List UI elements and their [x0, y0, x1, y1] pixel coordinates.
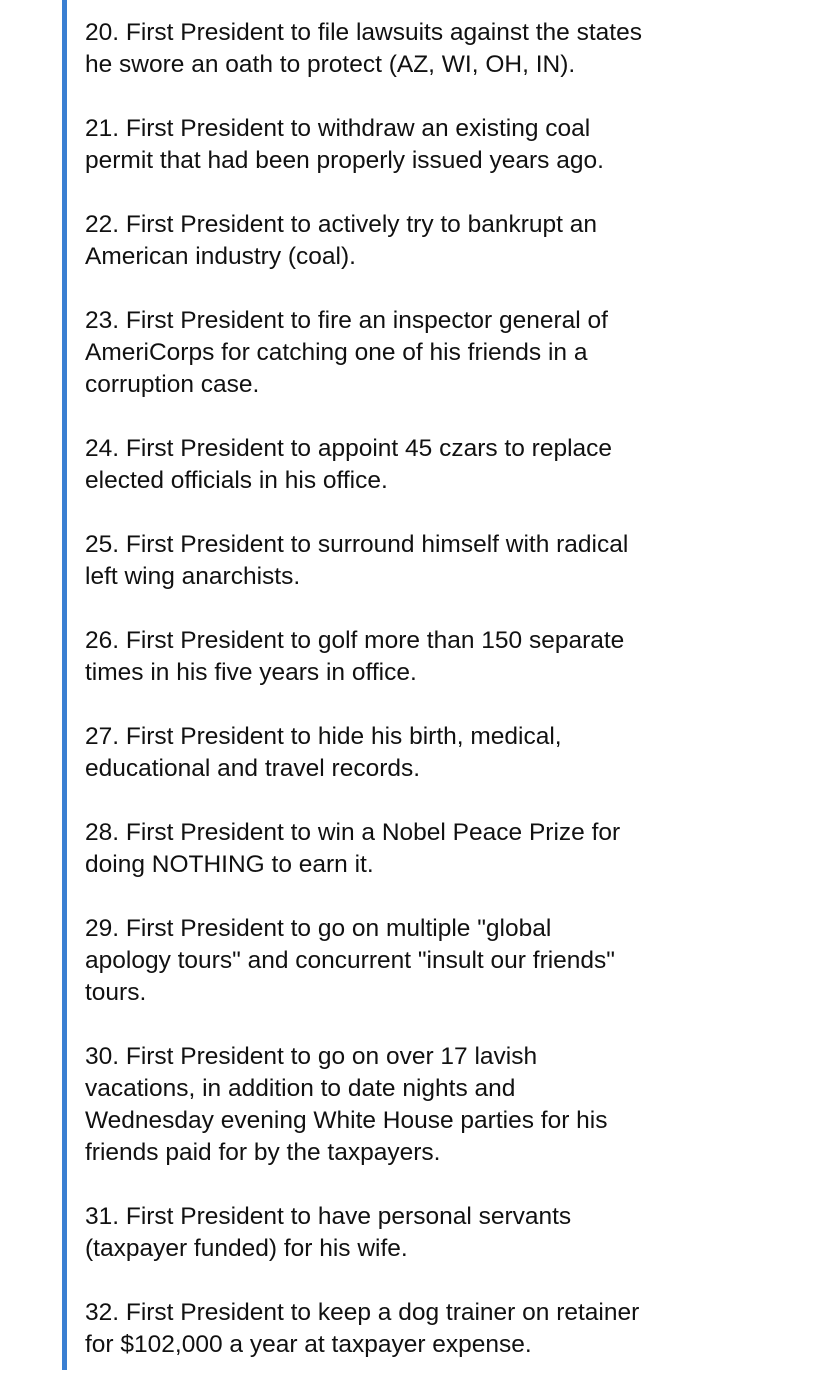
list-item: 30. First President to go on over 17 lavish vacations, in addition to date nights and Wednesday evening White House parties for his friends paid for by the taxpayers.: [85, 1043, 608, 1166]
list-item: 26. First President to golf more than 150 separate times in his five years in office.: [85, 627, 625, 686]
list-item: 31. First President to have personal servants (taxpayer funded) for his wife.: [85, 1203, 572, 1262]
list-item: 29. First President to go on multiple "global apology tours" and concurrent "insult our friends" tours.: [85, 915, 615, 1006]
list-item: 27. First President to hide his birth, medical, educational and travel records.: [85, 723, 562, 782]
list-item: 24. First President to appoint 45 czars to replace elected officials in his office.: [85, 435, 613, 494]
blockquote-text: [85, 17, 775, 1393]
list-item: 21. First President to withdraw an existing coal permit that had been properly issued years ago.: [85, 115, 604, 174]
list-item: 25. First President to surround himself with radical left wing anarchists.: [85, 531, 629, 590]
list-item: 28. First President to win a Nobel Peace Prize for doing NOTHING to earn it.: [85, 819, 621, 878]
list-item: 20. First President to file lawsuits against the states he swore an oath to protect (AZ, WI, OH, IN).: [85, 19, 642, 78]
list-item: 32. First President to keep a dog trainer on retainer for $102,000 a year at taxpayer expense.: [85, 1299, 640, 1358]
list-item: 22. First President to actively try to bankrupt an American industry (coal).: [85, 211, 598, 270]
blockquote-bar: [62, 0, 67, 1370]
list-item: 23. First President to fire an inspector general of AmeriCorps for catching one of his friends in a corruption case.: [85, 307, 608, 398]
